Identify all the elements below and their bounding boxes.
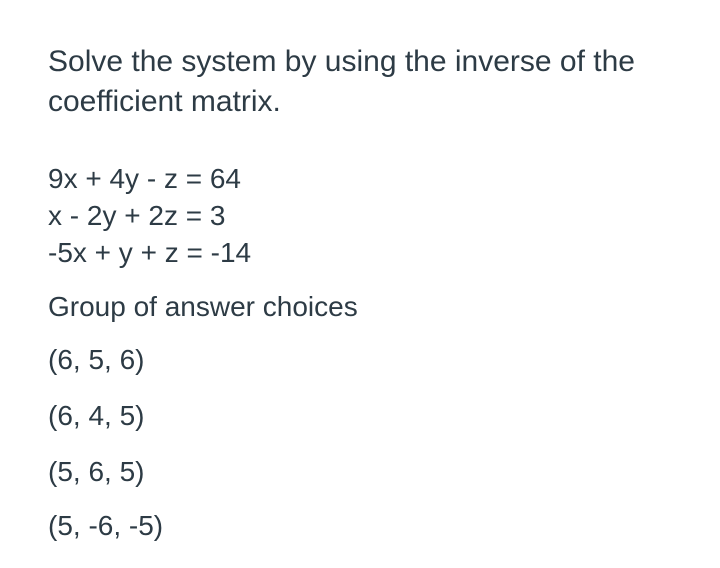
equation-system bbox=[48, 160, 251, 271]
equation-2: x - 2y + 2z = 3 bbox=[48, 200, 226, 231]
answer-choice-4[interactable]: (5, -6, -5) bbox=[48, 510, 164, 541]
answer-group-label: Group of answer choices bbox=[48, 291, 358, 322]
prompt-line-2: coefficient matrix. bbox=[48, 85, 281, 118]
answer-choice-1[interactable]: (6, 5, 6) bbox=[48, 344, 145, 375]
equation-1: 9x + 4y - z = 64 bbox=[48, 163, 241, 194]
answer-choice-2[interactable]: (6, 4, 5) bbox=[48, 400, 145, 431]
question-prompt bbox=[48, 42, 688, 122]
answer-choice-3[interactable]: (5, 6, 5) bbox=[48, 456, 145, 487]
equation-3: -5x + y + z = -14 bbox=[48, 237, 252, 268]
prompt-line-1: Solve the system by using the inverse of the bbox=[48, 45, 635, 78]
